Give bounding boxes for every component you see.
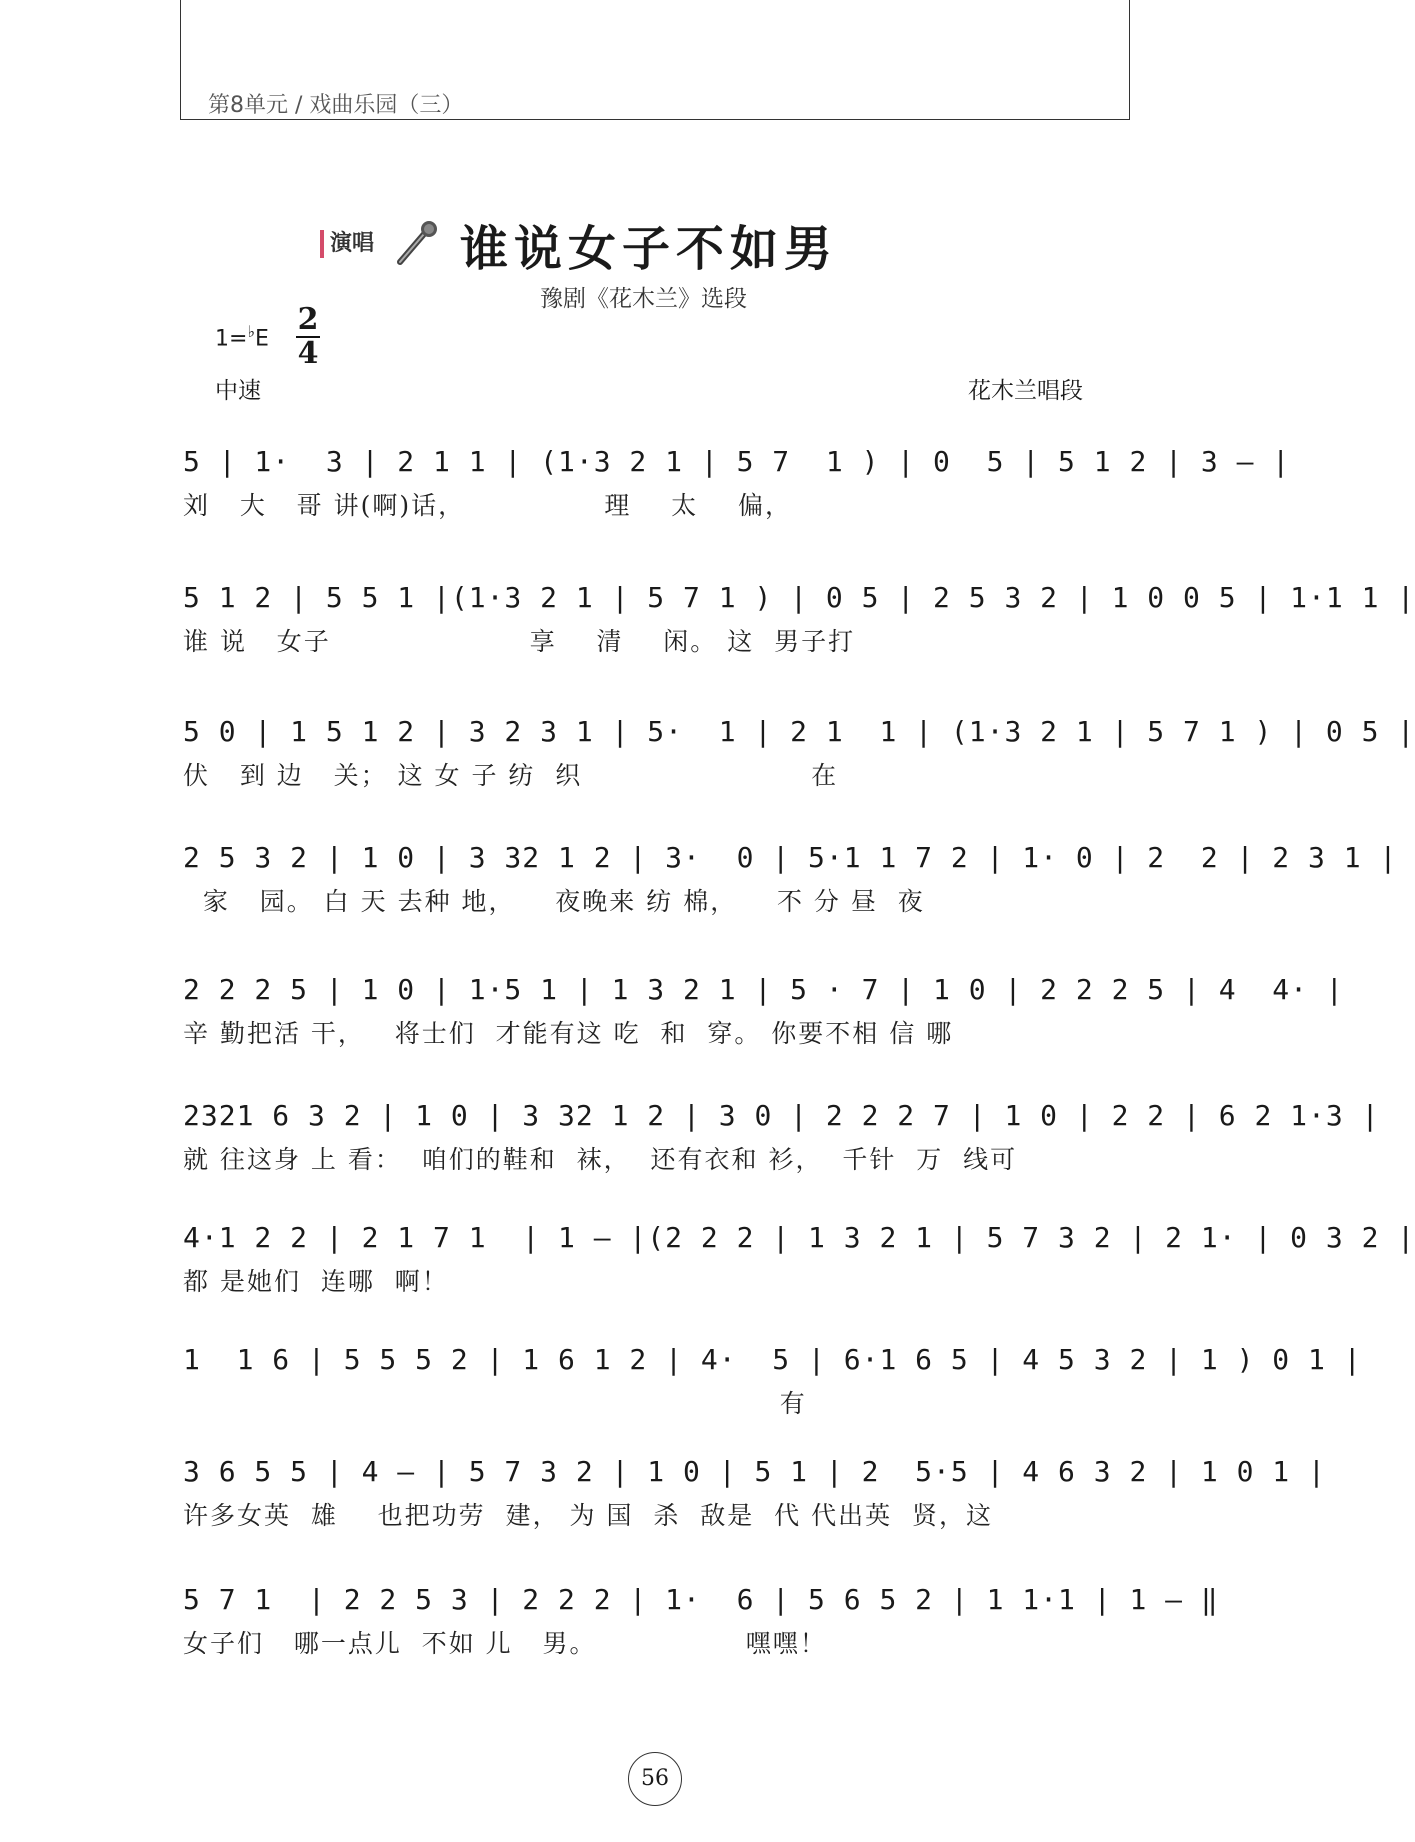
notation-line: 5 1 2 | 5 5 1 |(1·3 2 1 | 5 7 1 ) | 0 5 | 2 5 3 2 | 1 0 0 5 | 1·1 1 | bbox=[183, 581, 1415, 614]
score-system bbox=[183, 442, 1291, 524]
notation-line: 1 1 6 | 5 5 5 2 | 1 6 1 2 | 4· 5 | 6·1 6 5 | 4 5 3 2 | 1 ) 0 1 | bbox=[183, 1343, 1362, 1376]
notation-line: 2321 6 3 2 | 1 0 | 3 32 1 2 | 3 0 | 2 2 2 7 | 1 0 | 2 2 | 6 2 1·3 | bbox=[183, 1099, 1380, 1132]
lyrics-line: 刘 大 哥 讲(啊)话， 理 太 偏， bbox=[183, 491, 792, 520]
score-system bbox=[183, 578, 1415, 660]
section-tag: 演唱 bbox=[320, 230, 374, 258]
lyrics-line: 家 园。 白 天 去种 地， 夜晚来 纺 棉， 不 分 昼 夜 bbox=[183, 887, 925, 916]
song-title: 谁说女子不如男 bbox=[460, 221, 839, 277]
score-system bbox=[183, 1340, 1362, 1422]
microphone-icon bbox=[392, 218, 442, 268]
key-signature bbox=[215, 322, 269, 351]
score-system bbox=[183, 1218, 1415, 1300]
subtitle: 豫剧《花木兰》选段 bbox=[540, 286, 747, 312]
notation-line: 2 2 2 5 | 1 0 | 1·5 1 | 1 3 2 1 | 5 · 7 | 1 0 | 2 2 2 5 | 4 4· | bbox=[183, 973, 1344, 1006]
score-system bbox=[183, 1096, 1380, 1178]
notation-line: 5 0 | 1 5 1 2 | 3 2 3 1 | 5· 1 | 2 1 1 | (1·3 2 1 | 5 7 1 ) | 0 5 | bbox=[183, 715, 1415, 748]
lyrics-line: 辛 勤把活 干， 将士们 才能有这 吃 和 穿。 你要不相 信 哪 bbox=[183, 1019, 954, 1048]
lyrics-line: 伏 到 边 关； 这 女 子 纺 织 在 bbox=[183, 761, 839, 790]
time-signature bbox=[296, 304, 320, 370]
score-system bbox=[183, 712, 1415, 794]
score-system bbox=[183, 838, 1398, 920]
attribution: 花木兰唱段 bbox=[968, 378, 1083, 404]
time-bottom: 4 bbox=[297, 336, 319, 371]
lyrics-line: 有 bbox=[183, 1389, 807, 1418]
notation-line: 5 | 1· 3 | 2 1 1 | (1·3 2 1 | 5 7 1 ) | 0 5 | 5 1 2 | 3 — | bbox=[183, 445, 1291, 478]
page-number: 56 bbox=[628, 1752, 682, 1806]
lyrics-line: 许多女英 雄 也把功劳 建， 为 国 杀 敌是 代 代出英 贤，这 bbox=[183, 1501, 993, 1530]
key-letter: E bbox=[254, 326, 269, 352]
key-flat: ♭ bbox=[247, 322, 255, 341]
lyrics-line: 女子们 哪一点儿 不如 儿 男。 嘿嘿！ bbox=[183, 1629, 827, 1658]
score-system bbox=[183, 970, 1344, 1052]
score-system bbox=[183, 1452, 1326, 1534]
lyrics-line: 谁 说 女子 享 清 闲。 这 男子打 bbox=[183, 627, 856, 656]
key-prefix: 1= bbox=[215, 326, 248, 352]
score-system bbox=[183, 1580, 1219, 1662]
lyrics-line: 都 是她们 连哪 啊！ bbox=[183, 1267, 449, 1296]
tempo-marking: 中速 bbox=[215, 378, 261, 404]
notation-line: 5 7 1 | 2 2 5 3 | 2 2 2 | 1· 6 | 5 6 5 2 | 1 1·1 | 1 — ‖ bbox=[183, 1583, 1219, 1616]
time-top: 2 bbox=[297, 302, 319, 337]
title-block bbox=[320, 210, 1020, 277]
notation-line: 3 6 5 5 | 4 — | 5 7 3 2 | 1 0 | 5 1 | 2 5·5 | 4 6 3 2 | 1 0 1 | bbox=[183, 1455, 1326, 1488]
notation-line: 4·1 2 2 | 2 1 7 1 | 1 — |(2 2 2 | 1 3 2 1 | 5 7 3 2 | 2 1· | 0 3 2 | bbox=[183, 1221, 1415, 1254]
lyrics-line: 就 往这身 上 看： 咱们的鞋和 袜， 还有衣和 衫， 千针 万 线可 bbox=[183, 1145, 1018, 1174]
running-head: 第8单元 / 戏曲乐园（三） bbox=[208, 93, 464, 118]
notation-line: 2 5 3 2 | 1 0 | 3 32 1 2 | 3· 0 | 5·1 1 7 2 | 1· 0 | 2 2 | 2 3 1 | bbox=[183, 841, 1398, 874]
